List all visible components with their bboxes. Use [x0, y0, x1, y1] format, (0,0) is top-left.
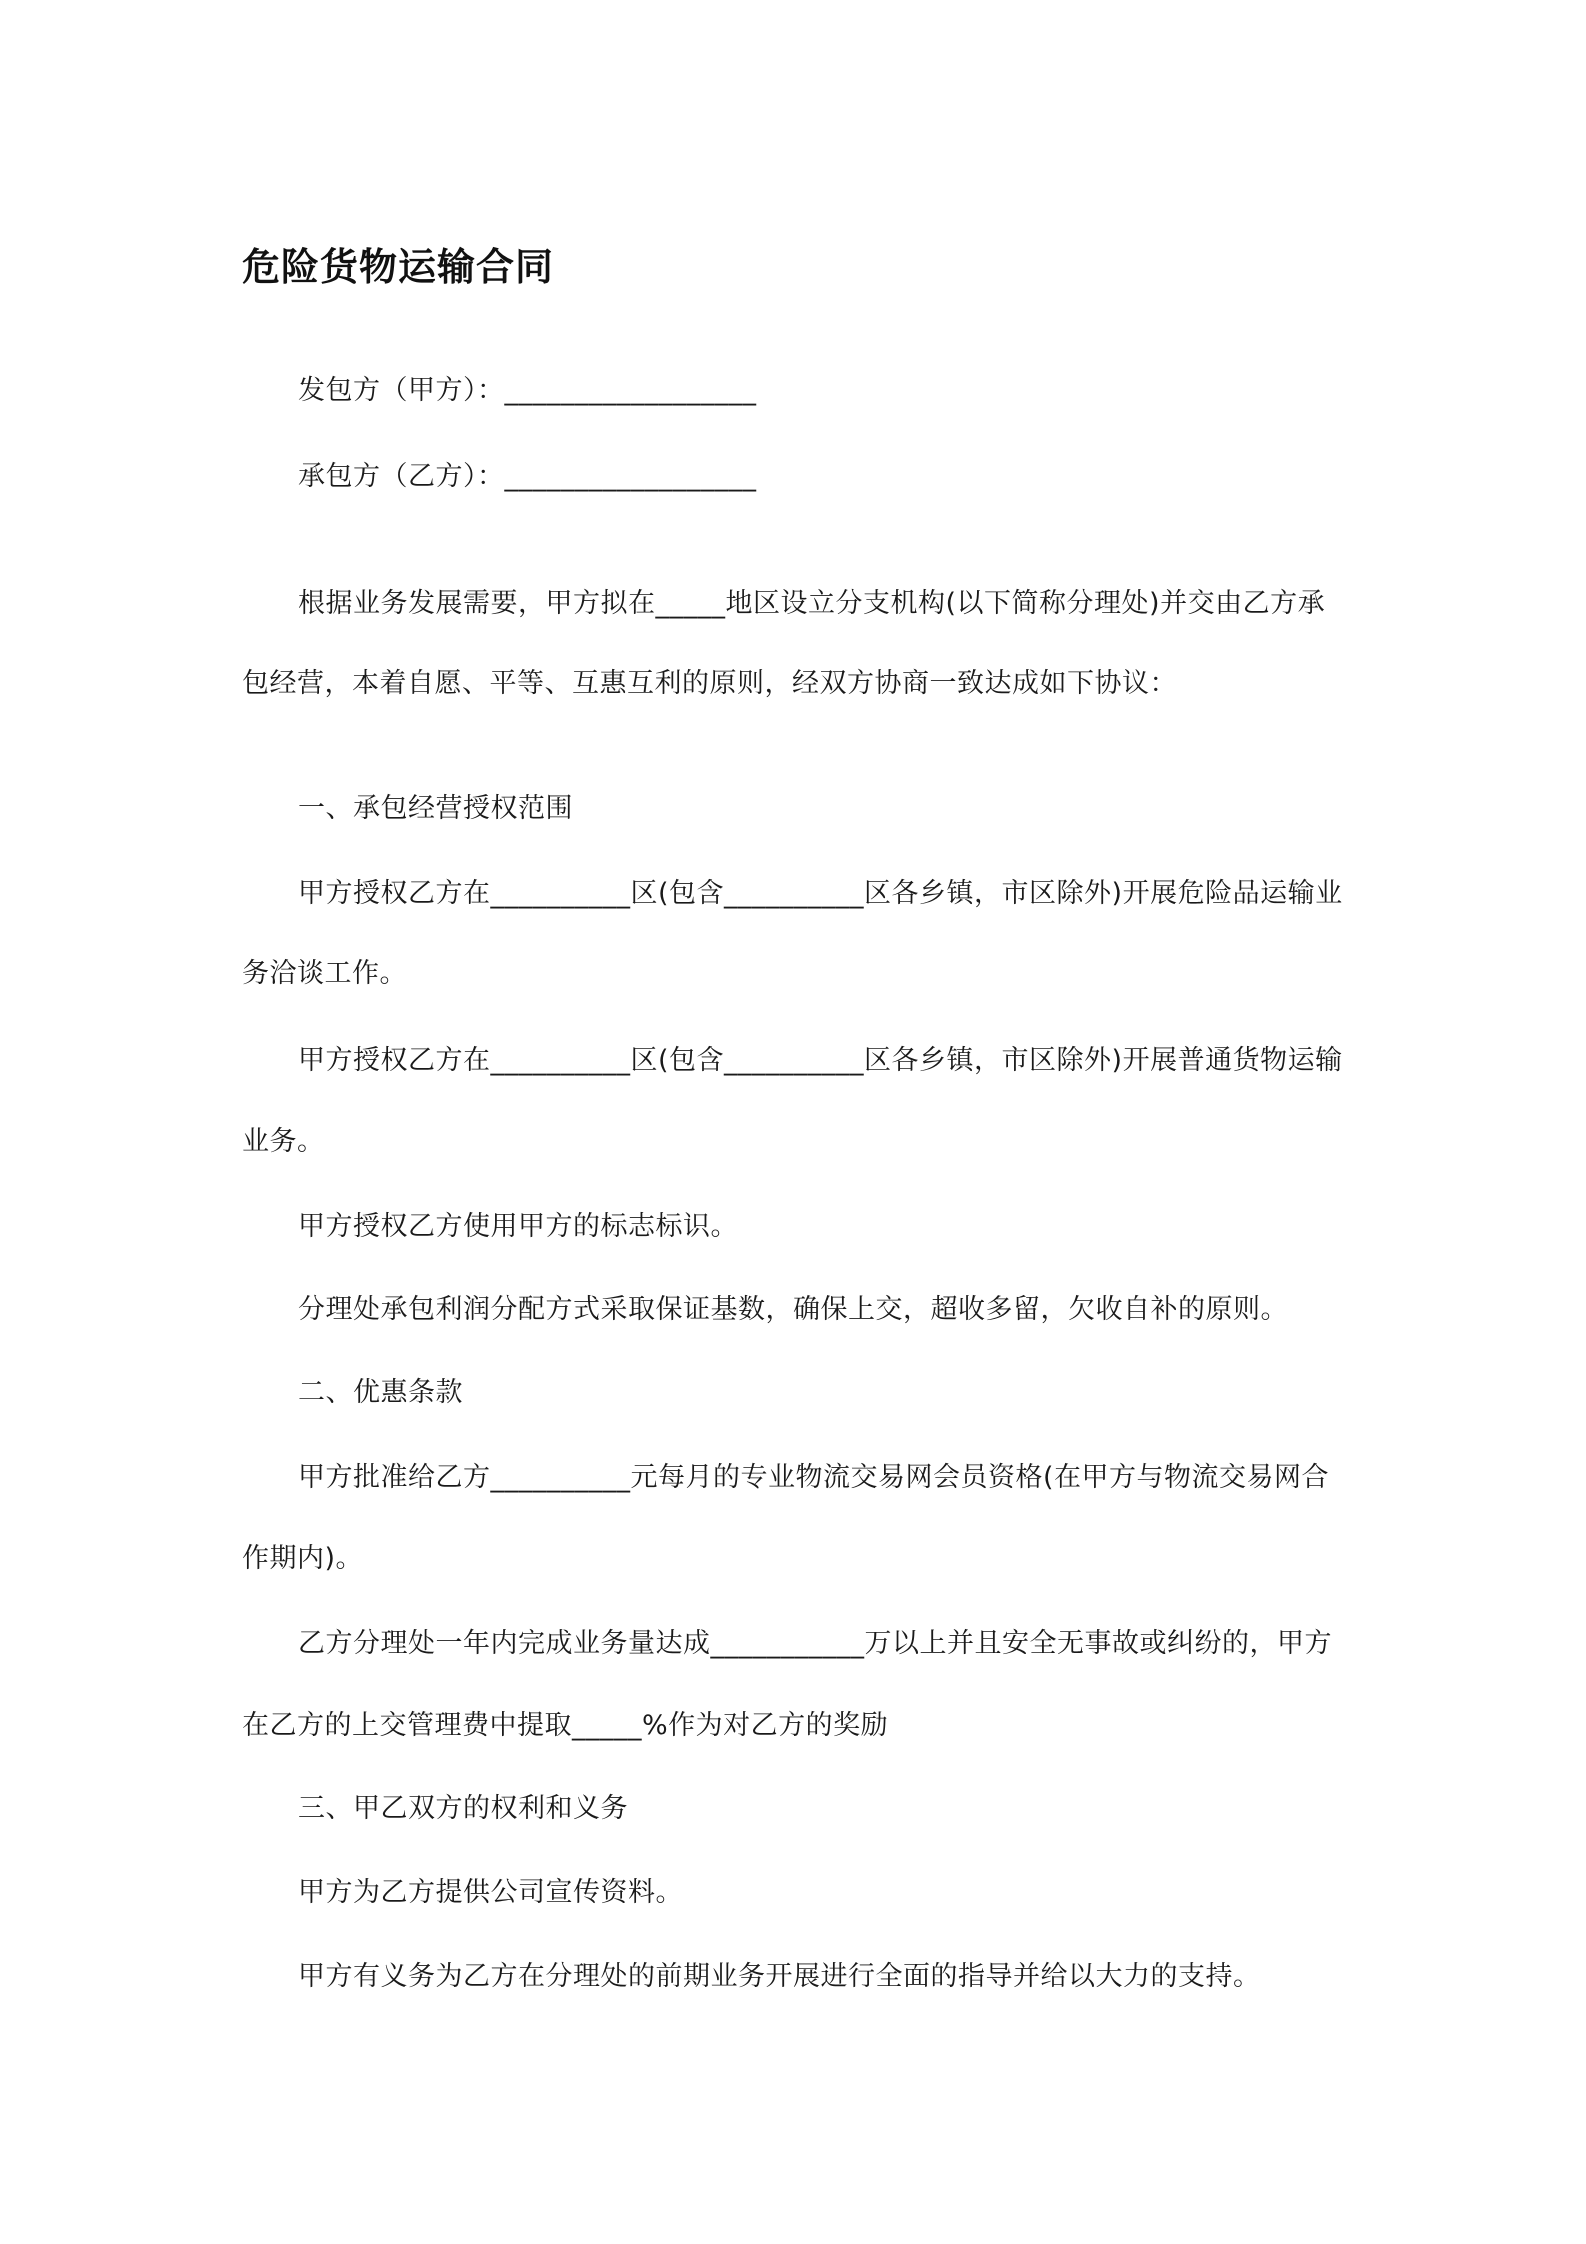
section-1-clause-2-line-2: 业务。 [242, 1126, 325, 1157]
section-3-clause-2: 甲方有义务为乙方在分理处的前期业务开展进行全面的指导并给以大力的支持。 [298, 1961, 1261, 1992]
section-1-clause-3: 甲方授权乙方使用甲方的标志标识。 [298, 1211, 738, 1242]
section-2-clause-2-line-1: 乙方分理处一年内完成业务量达成___________万以上并且安全无事故或纠纷的，甲方 [298, 1628, 1332, 1659]
party-b-line: 承包方（乙方）：__________________ [298, 461, 757, 492]
section-2-clause-2-line-2: 在乙方的上交管理费中提取_____%作为对乙方的奖励 [242, 1710, 889, 1741]
section-2-clause-1-line-1: 甲方批准给乙方__________元每月的专业物流交易网会员资格(在甲方与物流交易网合 [298, 1462, 1330, 1493]
preamble-line-1: 根据业务发展需要，甲方拟在_____地区设立分支机构(以下简称分理处)并交由乙方承 [298, 588, 1326, 619]
section-3-clause-1: 甲方为乙方提供公司宣传资料。 [298, 1877, 683, 1908]
section-2-clause-1-line-2: 作期内)。 [242, 1543, 364, 1574]
section-1-clause-1-line-2: 务洽谈工作。 [242, 958, 407, 989]
section-2-heading: 二、优惠条款 [298, 1377, 463, 1408]
party-a-line: 发包方（甲方）：__________________ [298, 375, 757, 406]
document-title: 危险货物运输合同 [242, 245, 555, 289]
section-1-clause-4: 分理处承包利润分配方式采取保证基数，确保上交，超收多留，欠收自补的原则。 [298, 1294, 1288, 1325]
section-3-heading: 三、甲乙双方的权利和义务 [298, 1793, 628, 1824]
section-1-heading: 一、承包经营授权范围 [298, 793, 573, 824]
section-1-clause-1-line-1: 甲方授权乙方在__________区(包含__________区各乡镇，市区除外)开展危险品运输业 [298, 878, 1343, 909]
preamble-line-2: 包经营，本着自愿、平等、互惠互利的原则，经双方协商一致达成如下协议： [242, 668, 1177, 699]
section-1-clause-2-line-1: 甲方授权乙方在__________区(包含__________区各乡镇，市区除外)开展普通货物运输 [298, 1045, 1343, 1076]
